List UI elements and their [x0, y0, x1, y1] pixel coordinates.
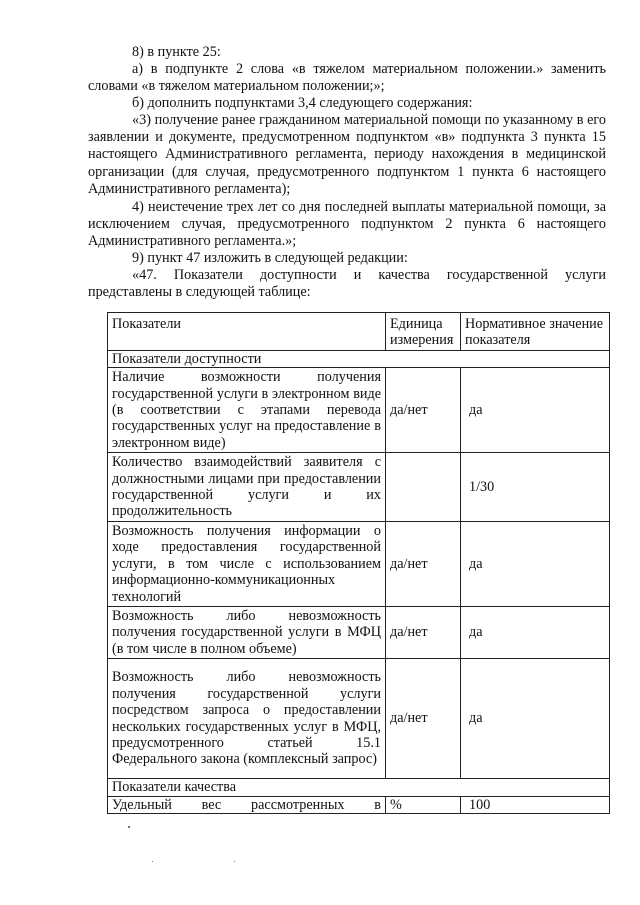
table-header-row: [108, 313, 610, 351]
section-title-accessibility: Показатели доступности: [108, 350, 610, 367]
scan-speck: [152, 861, 153, 862]
row-unit: да/нет: [386, 659, 461, 779]
header-unit: Единица измерения: [386, 313, 461, 351]
table-row: [108, 796, 610, 813]
paragraph-subitem-b: б) дополнить подпунктами 3,4 следующего содержания:: [132, 95, 473, 111]
row-unit: да/нет: [386, 368, 461, 453]
row-indicator: Возможность получения информации о ходе предоставления государственной услуги, в том числе с использованием информационно-коммуникационных технологий: [108, 521, 386, 606]
row-unit: да/нет: [386, 606, 461, 658]
paragraph-subitem-a: а) в подпункте 2 слова «в тяжелом материальном положении.» заменить словами «в тяжелом материальном положении;»;: [88, 61, 606, 95]
scan-speck: [234, 861, 235, 862]
row-value: да: [461, 368, 610, 453]
row-value: да: [461, 521, 610, 606]
section-row-accessibility: [108, 350, 610, 367]
row-unit: %: [386, 796, 461, 813]
indicators-table: [107, 312, 610, 814]
table-row: [108, 368, 610, 453]
row-indicator: Возможность либо невозможность получения государственной услуги в МФЦ (в том числе в полном объеме): [108, 606, 386, 658]
row-indicator: Количество взаимодействий заявителя с должностными лицами при предоставлении государственной услуги и их продолжительность: [108, 453, 386, 522]
row-value: 1/30: [461, 453, 610, 522]
paragraph-subpoint-3: «3) получение ранее гражданином материальной помощи по указанному в его заявлении и документе, предусмотренном подпунктом «в» подпункта 3 пункта 15 настоящего Административного регламента, периоду нахождения в медицинской организации (для случая, предусмотренного подпунктом 1 пункта 6 настоящего Административного регламента);: [88, 112, 606, 197]
scan-speck: [128, 826, 130, 828]
paragraph-item-8: 8) в пункте 25:: [132, 44, 221, 60]
row-value: да: [461, 606, 610, 658]
row-unit: да/нет: [386, 521, 461, 606]
table-row: [108, 521, 610, 606]
table-row: [108, 453, 610, 522]
row-indicator-cut: Удельный вес рассмотренных в: [112, 796, 381, 813]
row-value: да: [461, 659, 610, 779]
table-row: [108, 659, 610, 779]
paragraph-item-9: 9) пункт 47 изложить в следующей редакции:: [132, 250, 408, 266]
row-value: 100: [461, 796, 610, 813]
paragraph-point-47: «47. Показатели доступности и качества государственной услуги представлены в следующей таблице:: [88, 267, 606, 301]
header-norm-value: Нормативное значение показателя: [461, 313, 610, 351]
table-row: [108, 606, 610, 658]
row-indicator: Наличие возможности получения государственной услуги в электронном виде (в соответствии с этапами перевода государственных услуг на предоставление в электронном виде): [108, 368, 386, 453]
section-row-quality: [108, 779, 610, 796]
paragraph-subpoint-4: 4) неистечение трех лет со дня последней выплаты материальной помощи, за исключением случая, предусмотренного подпунктом 2 пункта 6 настоящего Административного регламента.»;: [88, 199, 606, 250]
section-title-quality: Показатели качества: [108, 779, 610, 796]
header-indicators: Показатели: [108, 313, 386, 351]
row-indicator: Возможность либо невозможность получения государственной услуги посредством запроса о предоставлении нескольких государственных услуг в МФЦ, предусмотренного статьей 15.1 Федерального закона (комплексный запрос): [108, 659, 386, 779]
row-unit: [386, 453, 461, 522]
